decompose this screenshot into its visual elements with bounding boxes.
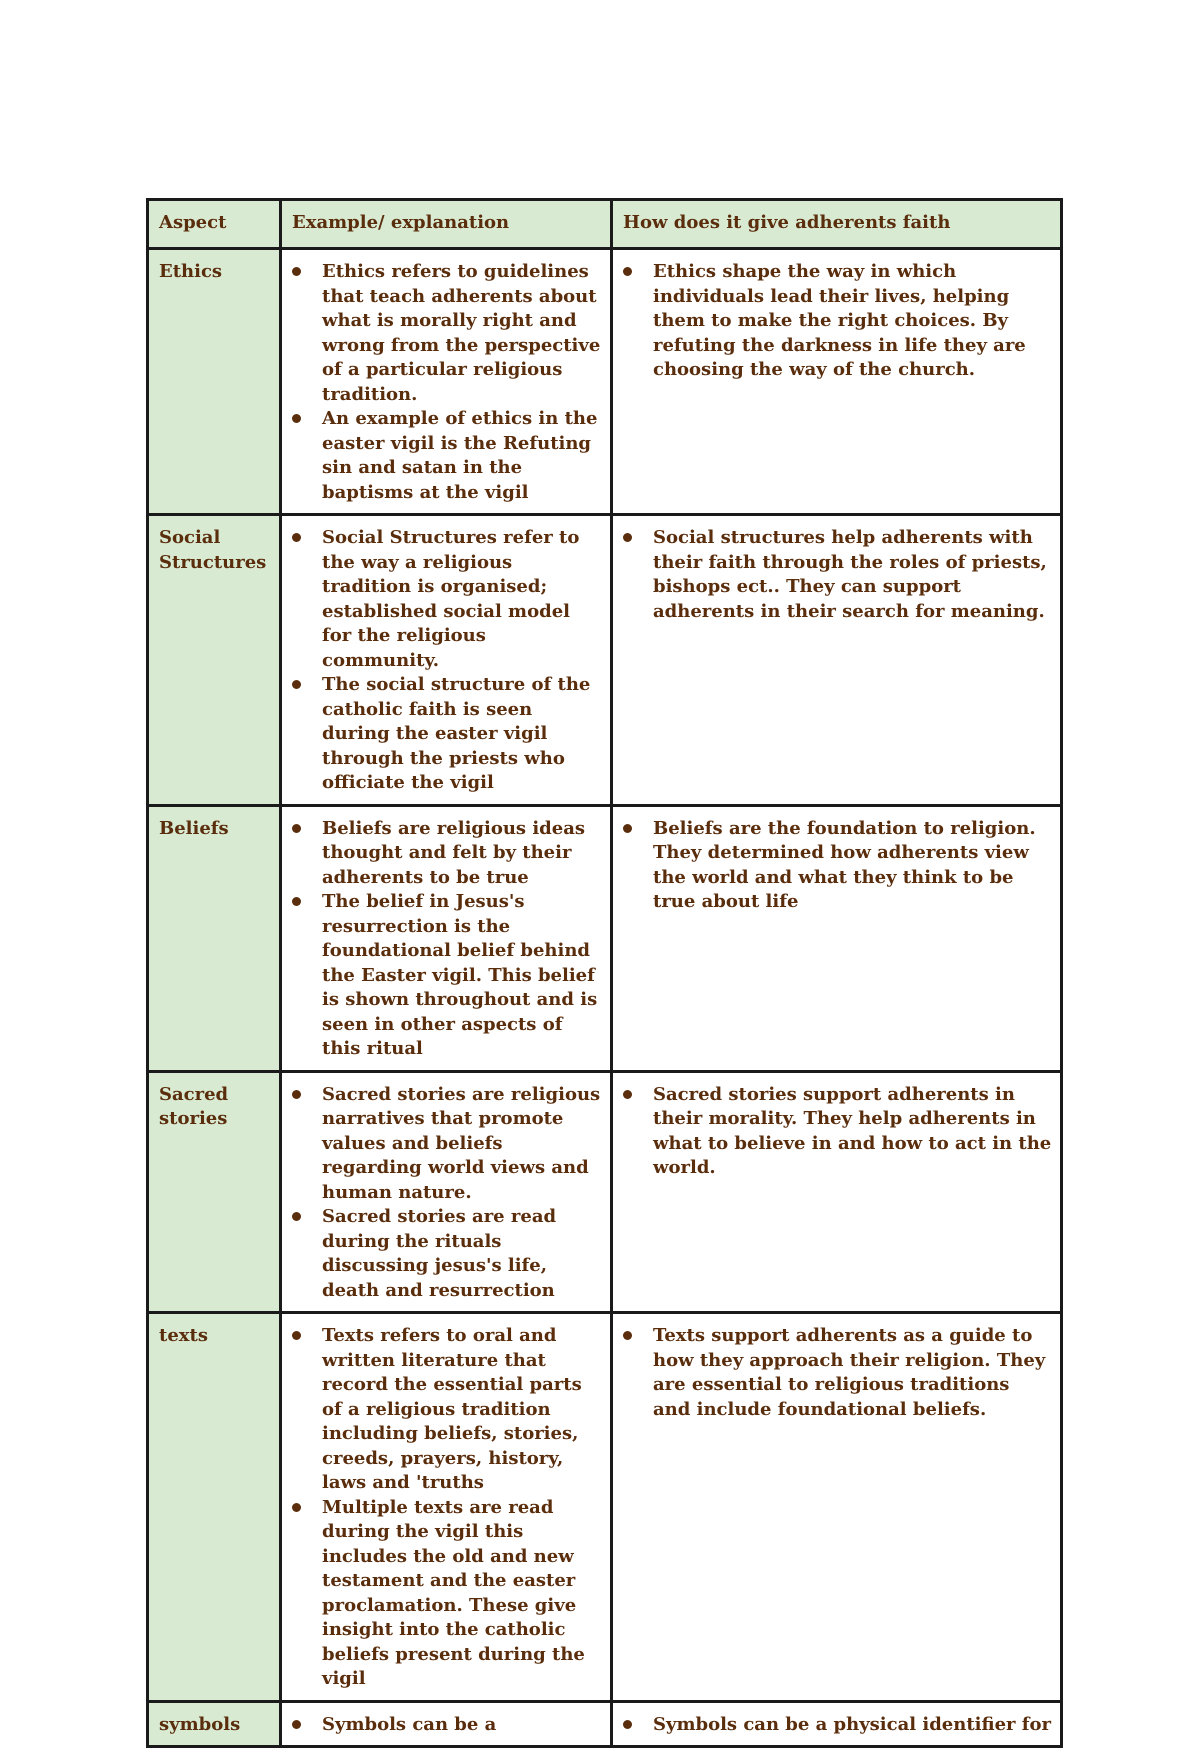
bullet-text: Symbols can be a [322, 1713, 497, 1735]
bullet-text: The belief in Jesus's resurrection is the foundational belief behind the Easter vigil. This belief is shown throughout and is seen in other aspects of this ritual [322, 891, 598, 1059]
bullet-item [292, 526, 602, 673]
aspect-cell: symbols [148, 1701, 281, 1747]
bullet-text: Sacred stories support adherents in their morality. They help adherents in what to believe in and how to act in the world. [653, 1083, 1052, 1178]
faith-cell [612, 1071, 1062, 1313]
bullet-icon [292, 414, 301, 423]
bullet-item [623, 1083, 1052, 1181]
bullet-item [292, 260, 602, 407]
bullet-icon [623, 1331, 632, 1340]
aspect-cell: texts [148, 1313, 281, 1702]
bullet-item [623, 817, 1052, 915]
bullet-icon [292, 1720, 301, 1729]
bullet-icon [623, 824, 632, 833]
header-faith: How does it give adherents faith [612, 200, 1062, 249]
table-row [148, 805, 1062, 1071]
bullet-item [292, 407, 602, 505]
bullet-icon [292, 1331, 301, 1340]
bullet-text: An example of ethics in the easter vigil is the Refuting sin and satan in the baptisms at the vigil [322, 408, 598, 503]
bullet-item [292, 1083, 602, 1206]
header-example: Example/ explanation [281, 200, 612, 249]
faith-cell [612, 1313, 1062, 1702]
bullet-icon [292, 1503, 301, 1512]
bullet-icon [292, 533, 301, 542]
bullet-item [623, 1713, 1052, 1738]
aspects-table [146, 198, 1063, 1748]
bullet-text: Social structures help adherents with their faith through the roles of priests, bishops ect.. They can support adherents in their search for meaning. [653, 527, 1047, 622]
aspect-cell: Social Structures [148, 515, 281, 806]
bullet-icon [292, 1212, 301, 1221]
bullet-icon [623, 267, 632, 276]
bullet-icon [292, 897, 301, 906]
bullet-text: Beliefs are the foundation to religion. They determined how adherents view the world and what they think to be true about life [653, 817, 1036, 912]
bullet-item [623, 526, 1052, 624]
bullet-item [292, 1324, 602, 1496]
aspect-cell: Ethics [148, 249, 281, 515]
bullet-icon [292, 680, 301, 689]
example-cell [281, 515, 612, 806]
example-cell [281, 805, 612, 1071]
faith-cell [612, 249, 1062, 515]
bullet-icon [292, 824, 301, 833]
bullet-icon [623, 1720, 632, 1729]
bullet-text: Sacred stories are religious narratives that promote values and beliefs regarding world views and human nature. [322, 1083, 601, 1203]
faith-cell [612, 515, 1062, 806]
bullet-item [623, 260, 1052, 383]
bullet-item [292, 1205, 602, 1303]
bullet-text: Texts support adherents as a guide to how they approach their religion. They are essential to religious traditions and include foundational beliefs. [653, 1325, 1046, 1420]
bullet-text: Texts refers to oral and written literature that record the essential parts of a religious tradition including beliefs, stories, creeds, prayers, history, laws and 'truths [322, 1325, 582, 1493]
header-aspect: Aspect [148, 200, 281, 249]
example-cell [281, 1071, 612, 1313]
example-cell [281, 1313, 612, 1702]
aspect-cell: Beliefs [148, 805, 281, 1071]
table-row [148, 1701, 1062, 1747]
bullet-item [292, 817, 602, 891]
table-row [148, 1313, 1062, 1702]
bullet-item [623, 1324, 1052, 1422]
aspect-cell: Sacred stories [148, 1071, 281, 1313]
bullet-text: Social Structures refer to the way a religious tradition is organised; established social model for the religious community. [322, 527, 580, 671]
faith-cell [612, 805, 1062, 1071]
bullet-text: Ethics shape the way in which individuals lead their lives, helping them to make the right choices. By refuting the darkness in life they are choosing the way of the church. [653, 261, 1026, 380]
bullet-text: Beliefs are religious ideas thought and felt by their adherents to be true [322, 817, 586, 888]
table-row [148, 515, 1062, 806]
bullet-icon [623, 1090, 632, 1099]
bullet-text: Sacred stories are read during the rituals discussing jesus's life, death and resurrection [322, 1206, 557, 1301]
table-row [148, 249, 1062, 515]
table-header-row [148, 200, 1062, 249]
bullet-item [292, 1496, 602, 1692]
bullet-text: Ethics refers to guidelines that teach adherents about what is morally right and wrong from the perspective of a particular religious tradition. [322, 261, 601, 405]
example-cell [281, 249, 612, 515]
bullet-item [292, 1713, 602, 1738]
bullet-text: Multiple texts are read during the vigil this includes the old and new testament and the easter proclamation. These give insight into the catholic beliefs present during the vigil [322, 1496, 585, 1689]
table-row [148, 1071, 1062, 1313]
example-cell [281, 1701, 612, 1747]
bullet-icon [292, 1090, 301, 1099]
bullet-text: The social structure of the catholic faith is seen during the easter vigil through the priests who officiate the vigil [322, 674, 591, 793]
bullet-text: Symbols can be a physical identifier for [653, 1713, 1052, 1735]
bullet-item [292, 673, 602, 796]
faith-cell [612, 1701, 1062, 1747]
bullet-item [292, 890, 602, 1062]
bullet-icon [623, 533, 632, 542]
bullet-icon [292, 267, 301, 276]
